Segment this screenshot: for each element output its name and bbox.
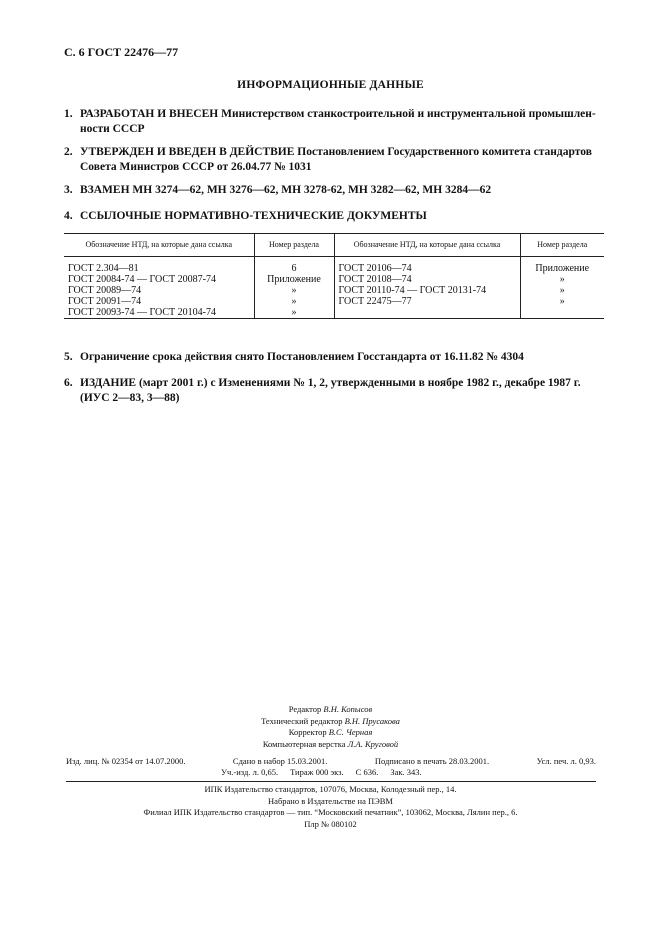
table-cell: » <box>291 285 297 296</box>
printer-line: Плр № 080102 <box>304 818 357 829</box>
table-cell: ГОСТ 20106—74 <box>338 263 412 274</box>
item-number: 3. <box>64 184 73 196</box>
credit-layout: Компьютерная верстка Л.А. Круговой <box>262 738 399 749</box>
printer-line: Набрано в Издательстве на ПЭВМ <box>268 795 393 806</box>
table-cell: » <box>291 307 297 318</box>
table-cell: 6 <box>291 263 297 274</box>
page-code: С 636. <box>355 767 379 777</box>
item-3 <box>64 183 604 198</box>
order-number: Зак. 343. <box>390 767 422 777</box>
column-header-designation-left: Обозначение НТД, на которые дана ссылка <box>64 234 254 257</box>
column-header-section-right: Номер раздела <box>520 234 604 257</box>
print-run: Тираж 000 экз. <box>290 767 344 777</box>
designation-cell-left <box>64 257 254 319</box>
table-cell: ГОСТ 20089—74 <box>68 285 142 296</box>
table-cell: ГОСТ 20093-74 — ГОСТ 20104-74 <box>68 307 216 318</box>
table-cell: ГОСТ 20091—74 <box>68 296 142 307</box>
table-cell: ГОСТ 20084-74 — ГОСТ 20087-74 <box>68 274 216 285</box>
print-signed-date: Подписано в печать 28.03.2001. <box>374 756 490 766</box>
item-number: 2. <box>64 146 73 158</box>
item-number: 4. <box>64 210 73 222</box>
typeset-date: Сдано в набор 15.03.2001. <box>232 756 328 766</box>
printer-line: ИПК Издательство стандартов, 107076, Москва, Колодезный пер., 14. <box>204 784 457 794</box>
table-cell: ГОСТ 2.304—81 <box>68 263 139 274</box>
page-header: С. 6 ГОСТ 22476—77 <box>64 45 179 59</box>
credit-editor: Редактор В.Н. Копысов <box>288 704 373 714</box>
table-cell: Приложение <box>267 274 321 285</box>
table-cell: » <box>291 296 297 307</box>
item-number: 1. <box>64 108 73 120</box>
table-cell: » <box>559 296 565 307</box>
license-number: Изд. лиц. № 02354 от 14.07.2000. <box>66 756 186 766</box>
item-lead: ССЫЛОЧНЫЕ НОРМАТИВНО-ТЕХНИЧЕСКИЕ ДОКУМЕНТЫ <box>80 210 427 222</box>
section-cell-right <box>520 257 604 319</box>
item-lead: ВЗАМЕН МН 3274—62, МН 3276—62, МН 3278-62, МН 3282—62, МН 3284—62 <box>80 184 492 196</box>
column-header-section-left: Номер раздела <box>254 234 334 257</box>
publication-info <box>66 756 596 778</box>
table-cell: » <box>559 285 565 296</box>
item-lead: УТВЕРЖДЕН И ВВЕДЕН В ДЕЙСТВИЕ <box>80 146 295 158</box>
table-cell: Приложение <box>535 263 590 274</box>
print-sheets: Усл. печ. л. 0,93. <box>536 756 596 766</box>
item-text: ИЗДАНИЕ (март 2001 г.) с Изменениями № 1, 2, утвержденными в ноябре 1982 г., декабре 1987 г. (ИУС 2—83, 3—88) <box>80 377 581 404</box>
reference-documents-table <box>64 233 604 319</box>
designation-cell-right <box>334 257 520 319</box>
credits-block <box>0 704 661 750</box>
item-text: Ограничение срока действия снято Постановлением Госстандарта от 16.11.82 № 4304 <box>80 351 524 363</box>
item-2 <box>64 145 604 175</box>
table-cell: ГОСТ 22475—77 <box>338 296 412 307</box>
table-cell: ГОСТ 20108—74 <box>338 274 412 285</box>
column-header-designation-right: Обозначение НТД, на которые дана ссылка <box>334 234 520 257</box>
item-number: 5. <box>64 351 73 363</box>
printer-line: Филиал ИПК Издательство стандартов — тип. “Московский печатник”, 103062, Москва, Лялин пер., 6. <box>143 807 518 817</box>
item-lead: РАЗРАБОТАН И ВНЕСЕН <box>80 108 219 120</box>
printer-info <box>0 784 661 830</box>
item-4 <box>64 209 604 224</box>
item-1 <box>64 107 604 137</box>
table-cell: ГОСТ 20110-74 — ГОСТ 20131-74 <box>338 285 487 296</box>
publishing-sheets: Уч.-изд. л. 0,65. <box>221 767 279 777</box>
table-cell: » <box>559 274 565 285</box>
item-number: 6. <box>64 377 73 389</box>
item-5 <box>64 350 604 365</box>
section-title: ИНФОРМАЦИОННЫЕ ДАННЫЕ <box>237 79 424 91</box>
item-text: Постановлением Государственного комитета стандартов Совета Министров СССР от 26.04.77 № 1031 <box>80 146 592 173</box>
item-6 <box>64 376 604 406</box>
section-cell-left <box>254 257 334 319</box>
credit-proofreader: Корректор В.С. Черная <box>288 727 373 737</box>
credit-tech-editor: Технический редактор В.Н. Прусакова <box>261 715 400 726</box>
divider <box>66 781 596 782</box>
item-text: Министерством станкостроительной и инструментальной промышлен-ности СССР <box>80 108 596 135</box>
